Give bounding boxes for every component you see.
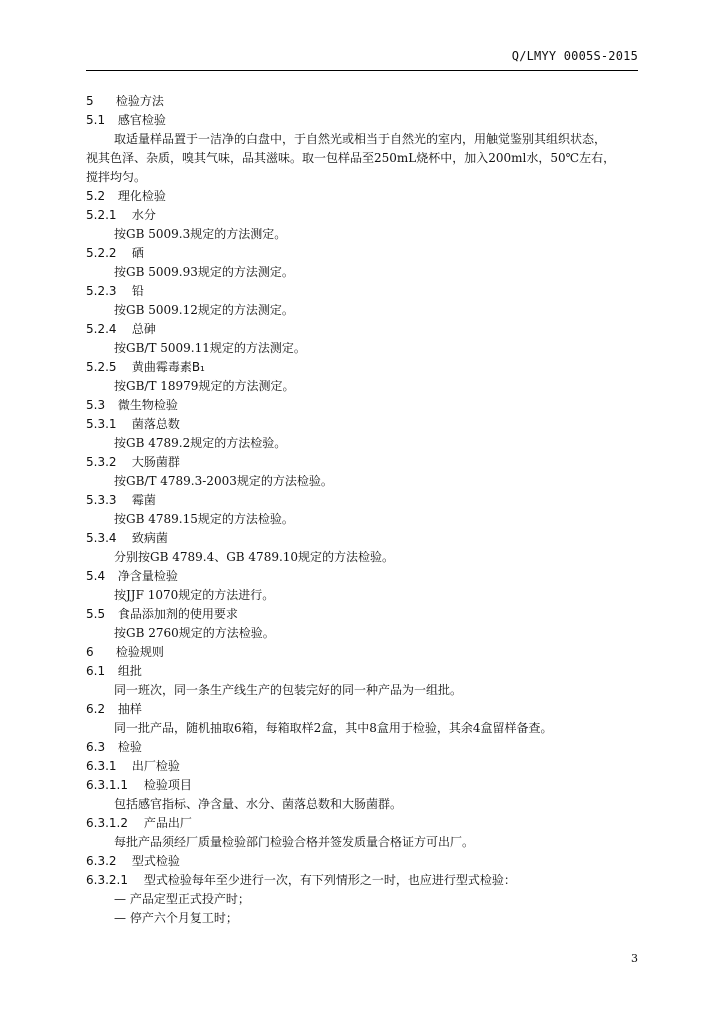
- body-text: 按GB 5009.12规定的方法测定。: [114, 303, 294, 317]
- section-title: 产品出厂: [143, 816, 192, 830]
- section-title: 净含量检验: [117, 569, 178, 583]
- section-title: 检验: [117, 740, 142, 754]
- list-item: — 产品定型正式投产时；: [114, 892, 250, 906]
- section-number: 5.2.3: [86, 284, 117, 298]
- header-rule: [86, 70, 638, 71]
- section-number: 6.3.1: [86, 759, 117, 773]
- section-heading: [86, 491, 638, 510]
- section-heading: [86, 206, 638, 225]
- section-heading: [86, 662, 638, 681]
- section-heading: [86, 453, 638, 472]
- body-text: 按GB/T 5009.11规定的方法测定。: [114, 341, 306, 355]
- section-title: 出厂检验: [131, 759, 180, 773]
- section-heading: [86, 415, 638, 434]
- section-heading: [86, 852, 638, 871]
- body-text: 分别按GB 4789.4、GB 4789.10规定的方法检验。: [114, 550, 395, 564]
- section-number: 5.2.4: [86, 322, 117, 336]
- document-code: Q/LMYY 0005S-2015: [511, 49, 638, 63]
- section-number: 6.3.1.2: [86, 816, 128, 830]
- section-number: 5.2.2: [86, 246, 117, 260]
- section-number: 5.4: [86, 569, 106, 583]
- section-heading: [86, 567, 638, 586]
- section-title: 水分: [131, 208, 156, 222]
- section-number: 6.2: [86, 702, 106, 716]
- section-number: 5.1: [86, 113, 106, 127]
- section-number: 6.3: [86, 740, 106, 754]
- body-text: 按JJF 1070规定的方法进行。: [114, 588, 275, 602]
- section-title: 微生物检验: [117, 398, 178, 412]
- section-heading: [86, 776, 638, 795]
- section-heading: [86, 187, 638, 206]
- section-number: 5.2.5: [86, 360, 117, 374]
- body-text: 按GB 5009.3规定的方法测定。: [114, 227, 287, 241]
- body-text: 按GB/T 18979规定的方法测定。: [114, 379, 295, 393]
- body-text: 同一班次，同一条生产线生产的包装完好的同一种产品为一组批。: [114, 683, 463, 697]
- section-heading: [86, 320, 638, 339]
- section-number: 6.3.2.1: [86, 873, 128, 887]
- section-number: 5.3.1: [86, 417, 117, 431]
- body-text: 按GB 4789.15规定的方法检验。: [114, 512, 294, 526]
- section-title: 硒: [131, 246, 144, 260]
- section-heading: [86, 529, 638, 548]
- section-title: 型式检验: [131, 854, 180, 868]
- section-heading: [86, 358, 638, 377]
- section-title: 抽样: [117, 702, 142, 716]
- section-title: 检验方法: [115, 94, 164, 108]
- section-title: 型式检验每年至少进行一次，有下列情形之一时，也应进行型式检验：: [143, 873, 516, 887]
- section-number: 5.2: [86, 189, 106, 203]
- body-text: 按GB/T 4789.3-2003规定的方法检验。: [114, 474, 333, 488]
- body-text: 搅拌均匀。: [86, 170, 147, 184]
- section-heading: [86, 643, 638, 662]
- section-title: 铅: [131, 284, 144, 298]
- section-number: 5.2.1: [86, 208, 117, 222]
- section-heading: [86, 814, 638, 833]
- section-title: 感官检验: [117, 113, 166, 127]
- section-title: 大肠菌群: [131, 455, 180, 469]
- section-heading: [86, 244, 638, 263]
- section-title: 致病菌: [131, 531, 168, 545]
- section-title: 检验规则: [115, 645, 164, 659]
- section-title: 组批: [117, 664, 142, 678]
- section-number: 6.3.1.1: [86, 778, 128, 792]
- body-text: 按GB 2760规定的方法检验。: [114, 626, 275, 640]
- body-text: 包括感官指标、净含量、水分、菌落总数和大肠菌群。: [114, 797, 403, 811]
- section-number: 6: [86, 645, 94, 659]
- section-heading: [86, 700, 638, 719]
- section-number: 6.3.2: [86, 854, 117, 868]
- body-text: 视其色泽、杂质，嗅其气味，品其滋味。取一包样品至250mL烧杯中，加入200ml水，50℃左右，: [86, 151, 616, 165]
- section-number: 5.5: [86, 607, 106, 621]
- section-title: 食品添加剂的使用要求: [117, 607, 238, 621]
- list-item: — 停产六个月复工时；: [114, 911, 238, 925]
- section-title: 检验项目: [143, 778, 192, 792]
- section-title: 理化检验: [117, 189, 166, 203]
- page-number: 3: [631, 952, 638, 965]
- section-heading: [86, 396, 638, 415]
- section-heading: [86, 605, 638, 624]
- body-text: 每批产品须经厂质量检验部门检验合格并签发质量合格证方可出厂。: [114, 835, 475, 849]
- section-number: 5.3: [86, 398, 106, 412]
- section-title: 霉菌: [131, 493, 156, 507]
- body-text: 取适量样品置于一洁净的白盘中，于自然光或相当于自然光的室内，用触觉鉴别其组织状态，: [114, 132, 607, 146]
- document-body: [86, 92, 638, 928]
- section-number: 5: [86, 94, 94, 108]
- section-number: 5.3.3: [86, 493, 117, 507]
- section-title: 菌落总数: [131, 417, 180, 431]
- section-heading: [86, 757, 638, 776]
- section-heading: [86, 871, 638, 890]
- body-text: 同一批产品，随机抽取6箱，每箱取样2盒，其中8盒用于检验，其余4盒留样备查。: [114, 721, 553, 735]
- body-text: 按GB 5009.93规定的方法测定。: [114, 265, 294, 279]
- body-text: 按GB 4789.2规定的方法检验。: [114, 436, 287, 450]
- section-title: 总砷: [131, 322, 156, 336]
- section-heading: [86, 738, 638, 757]
- section-number: 6.1: [86, 664, 106, 678]
- section-heading: [86, 92, 638, 111]
- section-heading: [86, 282, 638, 301]
- section-number: 5.3.4: [86, 531, 117, 545]
- section-title: 黄曲霉毒素B₁: [131, 360, 205, 374]
- section-heading: [86, 111, 638, 130]
- section-number: 5.3.2: [86, 455, 117, 469]
